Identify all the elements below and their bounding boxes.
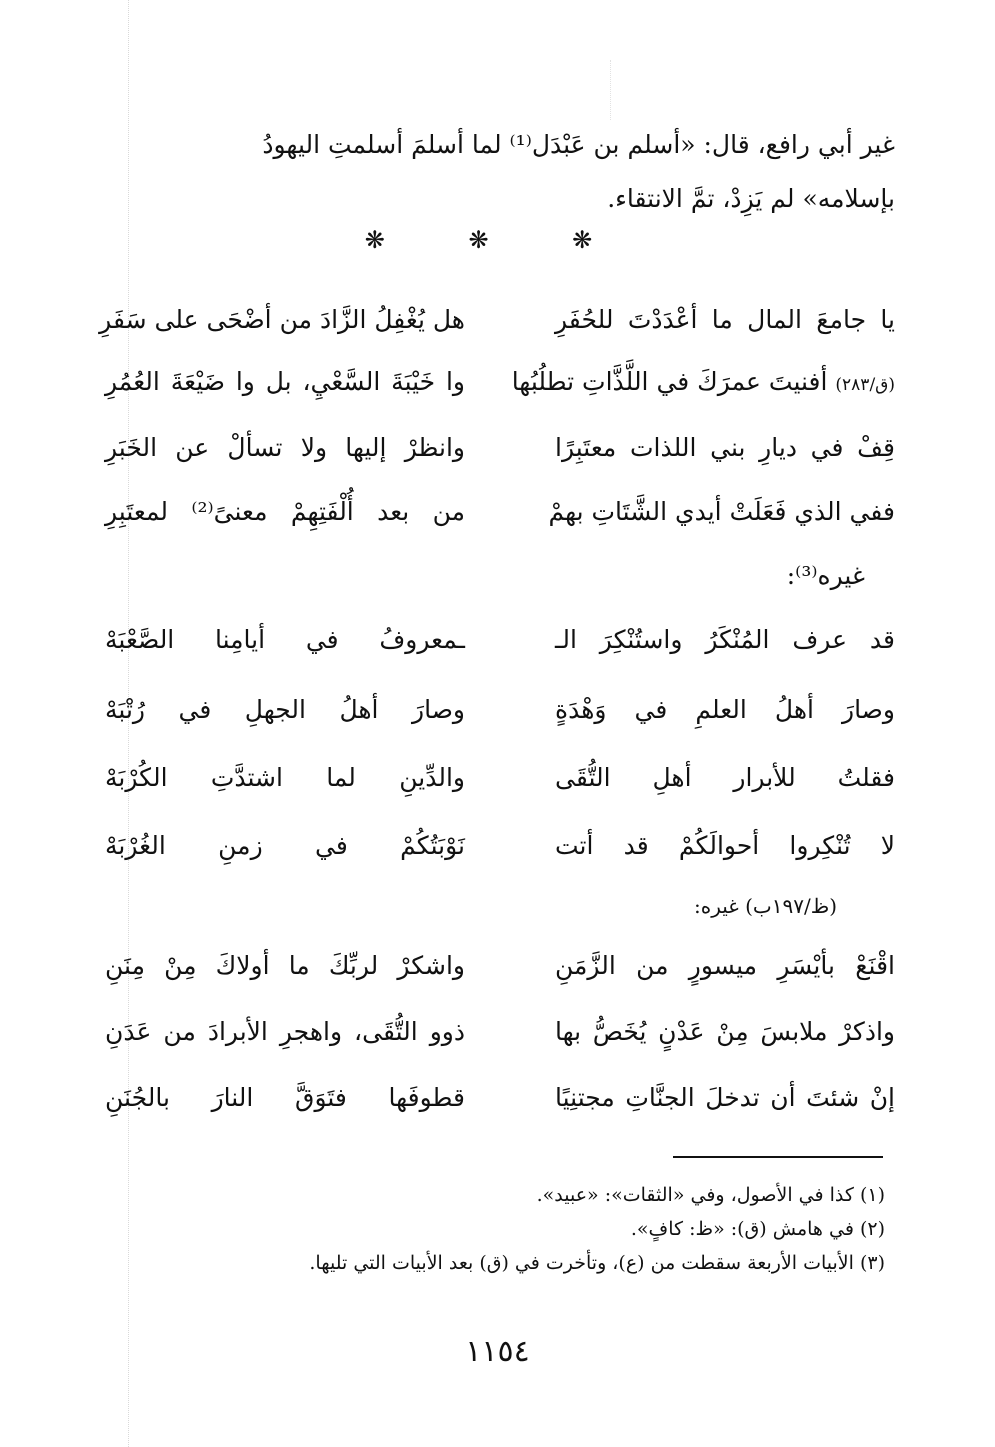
verse-second-hemistich: وانظرْ إليها ولا تسألْ عن الخَبَرِ [105, 433, 465, 462]
manuscript-marker: (ق/٢٨٣) [835, 375, 895, 395]
verse-first-hemistich: قِفْ في ديارِ بني اللذات معتَبِرًا [555, 433, 895, 462]
footnote: (٢) في هامش (ق): «ظ: كافٍ». [630, 1218, 885, 1240]
verse-first-hemistich: فقلتُ للأبرار أهلِ التُّقَى [555, 763, 895, 792]
verse-line [105, 1012, 895, 1052]
verse-first-hemistich: إنْ شئتَ أن تدخلَ الجنَّاتِ مجتنِيًا [555, 1083, 895, 1112]
verse-line [105, 362, 895, 402]
verse-second-hemistich: ـمعروفُ في أيامِنا الصَّعْبَهْ [105, 625, 465, 654]
verse-first-hemistich: واذكرْ ملابسَ مِنْ عَدْنٍ يُخَصُّ بها [555, 1017, 895, 1046]
verse-second-hemistich: هل يُغْفِلُ الزَّادَ من أضْحَى على سَفَرِ [99, 305, 465, 334]
prose-line: غير أبي رافع، قال: «أسلم بن عَبْدَل⁽¹⁾ لما أسلمَ أسلمتِ اليهودُ [262, 130, 895, 159]
verse-second-hemistich: وصارَ أهلُ الجهلِ في رُتْبَهْ [105, 695, 465, 724]
verse-line [105, 492, 895, 532]
verse-second-hemistich: وا خَيْبَةَ السَّعْيِ، بل وا ضَيْعَةَ العُمُرِ [105, 367, 465, 396]
verse-second-hemistich: نَوْبَتُكُمْ في زمنِ الغُرْبَهْ [105, 831, 465, 860]
verse-first-hemistich: قد عرف المُنْكَرُ واستُنْكِرَ الـ [555, 625, 895, 654]
verse-line [105, 946, 895, 986]
verse-first-hemistich [511, 362, 895, 405]
footnote-rule [673, 1156, 883, 1158]
verse-line [99, 300, 895, 340]
page-number: ١١٥٤ [465, 1334, 530, 1369]
footnote: (٣) الأبيات الأربعة سقطت من (ع)، وتأخرت في (ق) بعد الأبيات التي تليها. [309, 1252, 885, 1274]
verse-first-hemistich: ففي الذي فَعَلَتْ أيدي الشَّتَاتِ بهمْ [548, 497, 895, 526]
verse-second-hemistich: ذوو التُّقَى، واهجرِ الأبرادَ من عَدَنِ [105, 1017, 465, 1046]
verse-first-hemistich: لا تُنْكِروا أحوالَكُمْ قد أتت [555, 831, 895, 860]
verse-second-hemistich: واشكرْ لربِّكَ ما أولاكَ مِنْ مِنَنِ [105, 951, 465, 980]
verse-line [105, 758, 895, 798]
verse-second-hemistich: والدِّينِ لما اشتدَّتِ الكُرْبَهْ [105, 763, 465, 792]
verse-first-hemistich: وصارَ أهلُ العلمِ في وَهْدَةٍ [555, 695, 895, 724]
verse-second-hemistich: من بعد أُلْفَتِهِمْ معنىً⁽²⁾ لمعتَبِرِ [105, 497, 465, 526]
verse-line [105, 690, 895, 730]
footnote: (١) كذا في الأصول، وفي «الثقات»: «عبيد». [536, 1184, 885, 1206]
verse-second-hemistich: قطوفَها فتَوَقَّ النارَ بالجُنَنِ [105, 1083, 465, 1112]
verse-line [105, 826, 895, 866]
verse-text: أفنيتَ عمرَكَ في اللَّذَّاتِ تطلُبُها [511, 367, 828, 396]
verse-first-hemistich: يا جامعَ المال ما أعْدَدْتَ للحُفَرِ [555, 305, 895, 334]
verse-line [105, 428, 895, 468]
verse-first-hemistich: اقْنَعْ بأيْسَرِ ميسورٍ من الزَّمَنِ [555, 951, 895, 980]
scan-margin-mark [610, 60, 611, 120]
verse-line [105, 620, 895, 660]
poem-heading: (ظ/١٩٧ب) غيره: [693, 894, 837, 918]
section-separator: ❋ ❋ ❋ [364, 226, 631, 254]
verse-line [105, 1078, 895, 1118]
prose-paragraph [105, 118, 895, 226]
prose-line: بإسلامه» لم يَزِدْ، تمَّ الانتقاء. [607, 184, 895, 213]
poem-heading: غيره⁽³⁾: [786, 561, 865, 590]
